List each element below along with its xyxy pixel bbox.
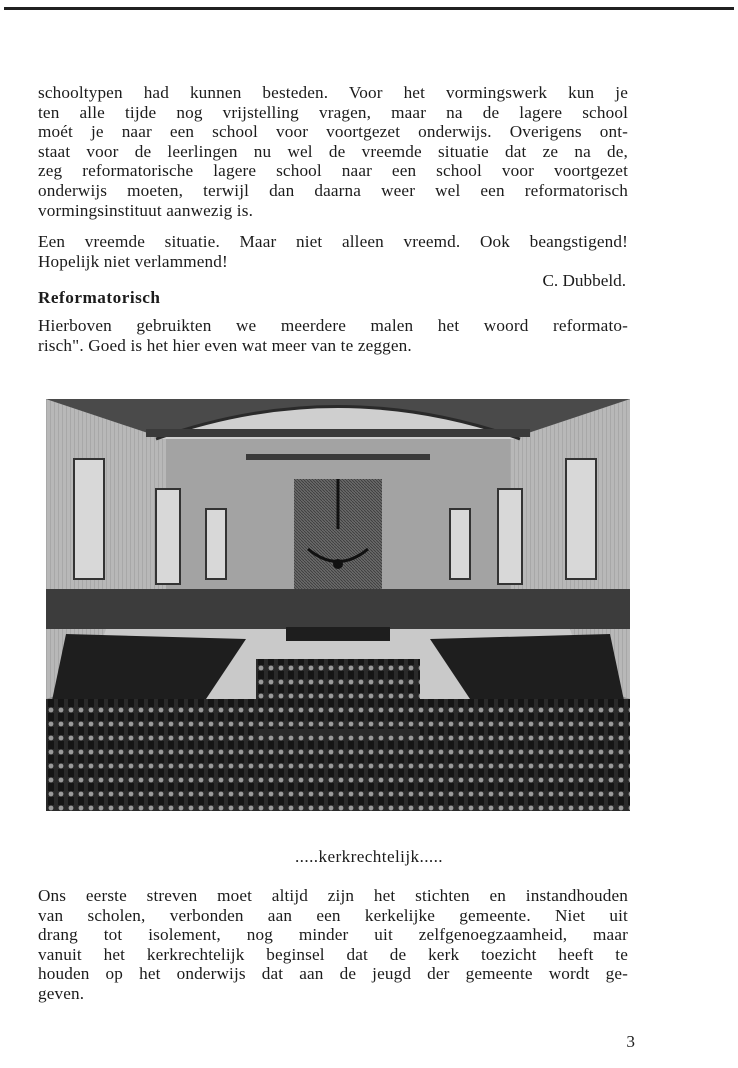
paragraph-2 bbox=[38, 232, 628, 271]
text-line: risch". Goed is het hier even wat meer van te zeggen. bbox=[38, 335, 412, 355]
text-line: onderwijs moeten, terwijl dan daarna weer wel een reformatorisch bbox=[38, 180, 628, 200]
engraving-illustration bbox=[46, 399, 630, 811]
text-line: moét je naar een school voor voortgezet onderwijs. Overigens ont- bbox=[38, 122, 628, 142]
paragraph-4 bbox=[38, 886, 628, 1004]
text-line: drang tot isolement, nog minder uit zelfgenoegzaamheid, maar bbox=[38, 925, 628, 945]
text-line: ten alle tijde nog vrijstelling vragen, maar na de lagere school bbox=[38, 102, 628, 122]
text-line: zeg reformatorische lagere school naar een school voor voortgezet bbox=[38, 161, 628, 181]
text-line: van scholen, verbonden aan een kerkelijke gemeente. Niet uit bbox=[38, 905, 628, 925]
top-rule bbox=[4, 7, 734, 10]
text-line: vormingsinstituut aanwezig is. bbox=[38, 200, 254, 220]
text-line: Hopelijk niet verlammend! bbox=[38, 251, 228, 271]
text-line: houden op het onderwijs dat aan de jeugd der gemeente wordt ge- bbox=[38, 964, 628, 984]
text-line: schooltypen had kunnen besteden. Voor het vormingswerk kun je bbox=[38, 83, 628, 102]
text-line: Ons eerste streven moet altijd zijn het stichten en instandhouden bbox=[38, 886, 628, 905]
text-line: Hierboven gebruikten we meerdere malen het woord reformato- bbox=[38, 316, 628, 335]
figure-caption: .....kerkrechtelijk..... bbox=[294, 847, 443, 866]
text-line: staat voor de leerlingen nu wel de vreemde situatie dat ze na de, bbox=[38, 141, 628, 161]
text-line: Een vreemde situatie. Maar niet alleen vreemd. Ook beangstigend! bbox=[38, 232, 628, 251]
author-signature: C. Dubbeld. bbox=[542, 271, 626, 290]
text-line: geven. bbox=[38, 983, 85, 1003]
page-number: 3 bbox=[626, 1032, 635, 1051]
section-heading: Reformatorisch bbox=[38, 288, 161, 307]
text-line: vanuit het kerkrechtelijk beginsel dat de kerk toezicht heeft te bbox=[38, 944, 628, 964]
synod-hall-engraving bbox=[46, 399, 630, 811]
paragraph-1 bbox=[38, 83, 628, 220]
paragraph-3 bbox=[38, 316, 628, 355]
